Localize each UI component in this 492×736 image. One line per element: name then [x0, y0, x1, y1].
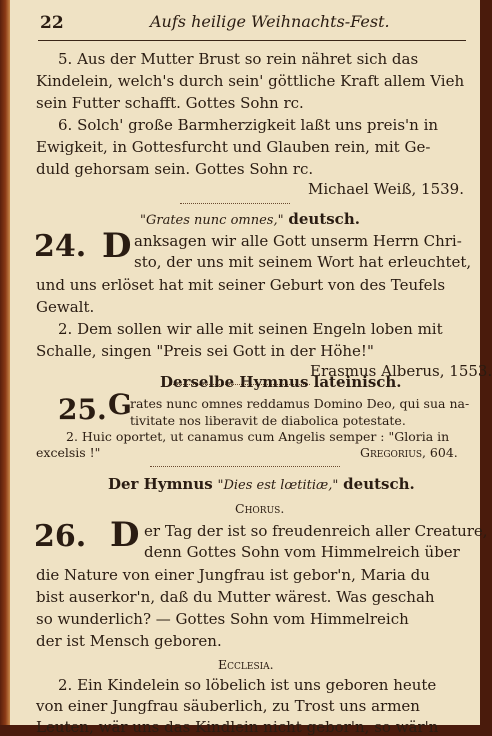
hymn-number: 25. [58, 393, 107, 426]
latin-title: "Dies est lœtitiæ," [217, 478, 339, 493]
section-divider [180, 203, 290, 204]
verse-line: er Tag der ist so freudenreich aller Creature, [144, 522, 488, 540]
book-binding-edge [0, 0, 10, 725]
author-credit: Erasmus Alberus, 1553. [310, 362, 492, 380]
hymn-25-title: Derselbe Hymnus lateinisch. [160, 373, 402, 391]
chorus-label: Chorus. [235, 501, 285, 516]
verse-line: excelsis !" [36, 445, 101, 460]
verse-line: Ewigkeit, in Gottesfurcht und Glauben rein, mit Ge- [36, 138, 431, 156]
hymn-number: 26. [34, 519, 87, 554]
german-label: deutsch. [288, 210, 360, 228]
verse-line: 6. Solch' große Barmherzigkeit laßt uns preis'n in [58, 116, 439, 134]
verse-line: der ist Mensch geboren. [36, 632, 222, 650]
section-divider [150, 466, 340, 467]
verse-line: Leuten, wär uns das Kindlein nicht gebor'n, so wär'n [36, 718, 439, 736]
author-credit: Michael Weiß, 1539. [308, 180, 464, 198]
verse-line: die Nature von einer Jungfrau ist gebor'n, Maria du [36, 566, 430, 584]
verse-line: Gewalt. [36, 298, 95, 316]
book-page [10, 0, 492, 736]
page-header [10, 0, 480, 46]
verse-line: rates nunc omnes reddamus Domino Deo, qui sua na- [130, 396, 470, 411]
verse-line: tivitate nos liberavit de diabolica potestate. [130, 413, 406, 428]
drop-cap: D [110, 515, 140, 555]
author-credit: Gregorius, 604. [360, 445, 458, 460]
ecclesia-label: Ecclesia. [218, 657, 274, 672]
verse-line: von einer Jungfrau säuberlich, zu Trost uns armen [36, 697, 420, 715]
verse-line: 2. Dem sollen wir alle mit seinen Engeln loben mit [58, 320, 443, 338]
verse-line: anksagen wir alle Gott unserm Herrn Chri- [134, 232, 462, 250]
verse-line: und uns erlöset hat mit seiner Geburt von des Teufels [36, 276, 446, 294]
running-title: Aufs heilige Weihnachts-Fest. [150, 12, 390, 31]
verse-line: sto, der uns mit seinem Wort hat erleuchtet, [134, 253, 472, 271]
german-label: deutsch. [343, 475, 415, 493]
verse-line: 5. Aus der Mutter Brust so rein nähret sich das [58, 50, 419, 68]
drop-cap: G [108, 388, 132, 421]
header-rule [38, 40, 466, 41]
latin-title: "Grates nunc omnes," [140, 213, 284, 228]
verse-line: denn Gottes Sohn vom Himmelreich über [144, 543, 460, 561]
title-prefix: Der Hymnus [108, 475, 213, 493]
verse-line: duld gehorsam sein. Gottes Sohn rc. [36, 160, 314, 178]
verse-line: 2. Huic oportet, ut canamus cum Angelis semper : "Gloria in [66, 429, 450, 444]
drop-cap: D [102, 226, 132, 266]
hymn-24-subtitle [140, 210, 360, 230]
page-number: 22 [40, 13, 64, 33]
hymn-26-title [108, 475, 415, 495]
verse-line: 2. Ein Kindelein so löbelich ist uns geboren heute [58, 676, 437, 694]
verse-line: so wunderlich? — Gottes Sohn vom Himmelreich [36, 610, 409, 628]
verse-line: Schalle, singen "Preis sei Gott in der Höhe!" [36, 342, 374, 360]
verse-line: bist auserkor'n, daß du Mutter wärest. Was geschah [36, 588, 435, 606]
verse-line: Kindelein, welch's durch sein' göttliche Kraft allem Vieh [36, 72, 465, 90]
hymn-number: 24. [34, 229, 87, 264]
verse-line: sein Futter schafft. Gottes Sohn rc. [36, 94, 304, 112]
